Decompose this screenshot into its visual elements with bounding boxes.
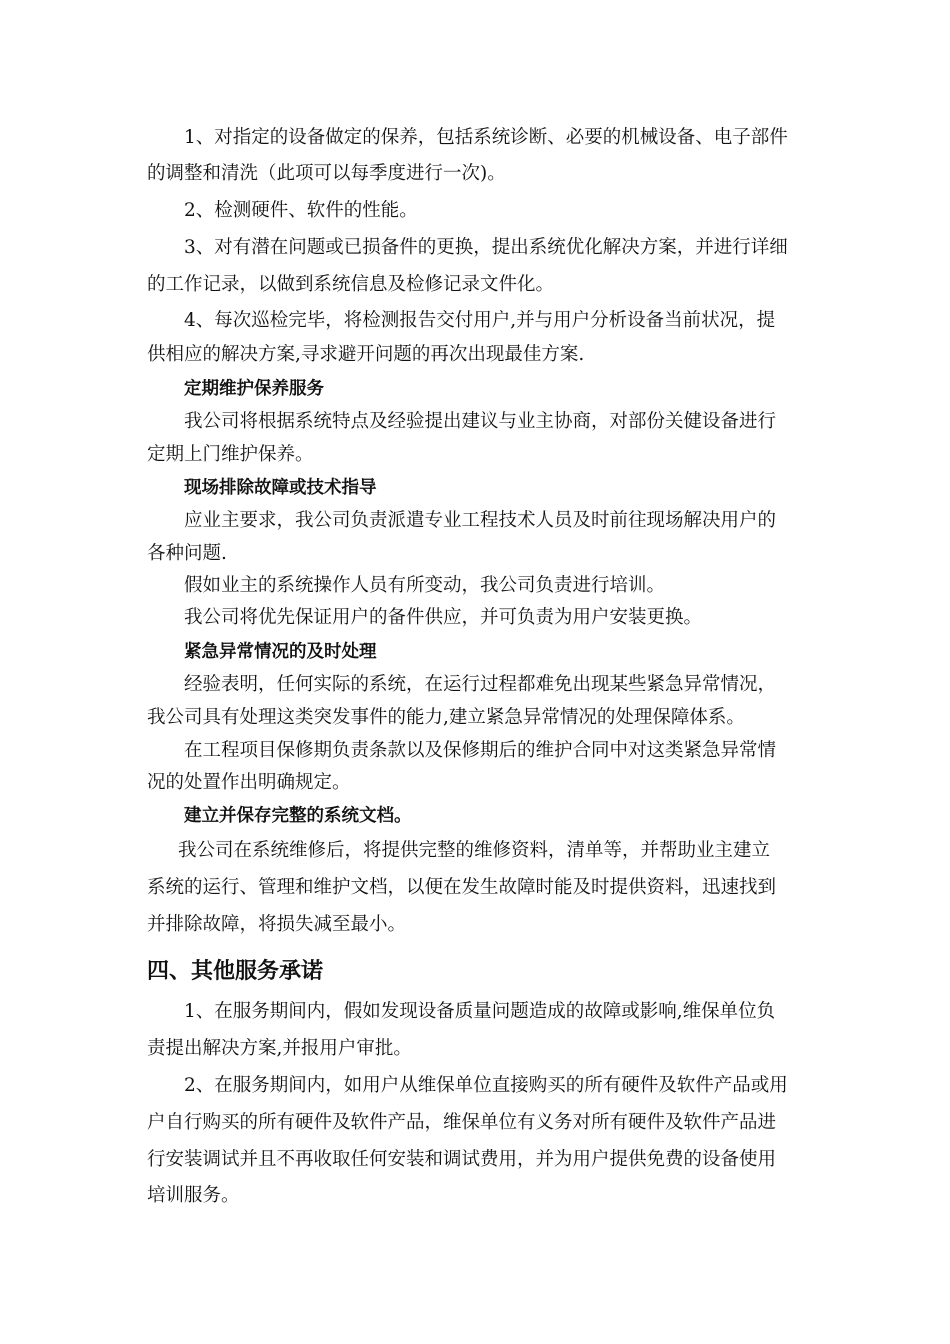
paragraph-line: 1、对指定的设备做定的保养，包括系统诊断、必要的机械设备、电子部件 [184, 127, 788, 148]
paragraph-line: 2、在服务期间内，如用户从维保单位直接购买的所有硬件及软件产品或用 [184, 1075, 788, 1096]
paragraph-line: 各种问题. [147, 543, 227, 564]
paragraph-line: 应业主要求，我公司负责派遣专业工程技术人员及时前往现场解决用户的 [184, 510, 777, 531]
paragraph-line: 2、检测硬件、软件的性能。 [184, 200, 418, 221]
paragraph-line: 培训服务。 [147, 1185, 240, 1206]
paragraph-line: 我公司具有处理这类突发事件的能力,建立紧急异常情况的处理保障体系。 [147, 707, 745, 728]
paragraph-line: 定期上门维护保养。 [147, 444, 314, 465]
paragraph-line: 并排除故障，将损失减至最小。 [147, 914, 407, 935]
paragraph-line: 户自行购买的所有硬件及软件产品，维保单位有义务对所有硬件及软件产品进 [147, 1112, 777, 1133]
paragraph-line: 4、每次巡检完毕，将检测报告交付用户,并与用户分析设备当前状况，提 [184, 310, 776, 331]
section-heading: 紧急异常情况的及时处理 [184, 642, 377, 662]
paragraph-line: 系统的运行、管理和维护文档，以便在发生故障时能及时提供资料，迅速找到 [147, 877, 777, 898]
section-heading: 建立并保存完整的系统文档。 [184, 806, 412, 826]
paragraph-line: 在工程项目保修期负责条款以及保修期后的维护合同中对这类紧急异常情 [184, 740, 777, 761]
paragraph-line: 我公司将优先保证用户的备件供应，并可负责为用户安装更换。 [184, 607, 703, 628]
paragraph-line: 行安装调试并且不再收取任何安装和调试费用，并为用户提供免费的设备使用 [147, 1149, 777, 1170]
paragraph-line: 的调整和清洗（此项可以每季度进行一次)。 [147, 163, 506, 184]
chapter-heading: 四、其他服务承诺 [147, 959, 324, 984]
paragraph-line: 的工作记录，以做到系统信息及检修记录文件化。 [147, 274, 555, 295]
section-heading: 定期维护保养服务 [184, 379, 324, 399]
paragraph-line: 1、在服务期间内，假如发现设备质量问题造成的故障或影响,维保单位负 [184, 1001, 776, 1022]
paragraph-line: 经验表明，任何实际的系统，在运行过程都难免出现某些紧急异常情况， [184, 674, 777, 695]
paragraph-line: 责提出解决方案,并报用户审批。 [147, 1038, 412, 1059]
paragraph-line: 我公司在系统维修后，将提供完整的维修资料，清单等，并帮助业主建立 [178, 840, 771, 861]
paragraph-line: 3、对有潜在问题或已损备件的更换，提出系统优化解决方案，并进行详细 [184, 237, 788, 258]
paragraph-line: 况的处置作出明确规定。 [147, 772, 351, 793]
paragraph-line: 假如业主的系统操作人员有所变动，我公司负责进行培训。 [184, 575, 666, 596]
section-heading: 现场排除故障或技术指导 [184, 478, 377, 498]
paragraph-line: 我公司将根据系统特点及经验提出建议与业主协商，对部份关健设备进行 [184, 411, 777, 432]
paragraph-line: 供相应的解决方案,寻求避开问题的再次出现最佳方案. [147, 344, 585, 365]
